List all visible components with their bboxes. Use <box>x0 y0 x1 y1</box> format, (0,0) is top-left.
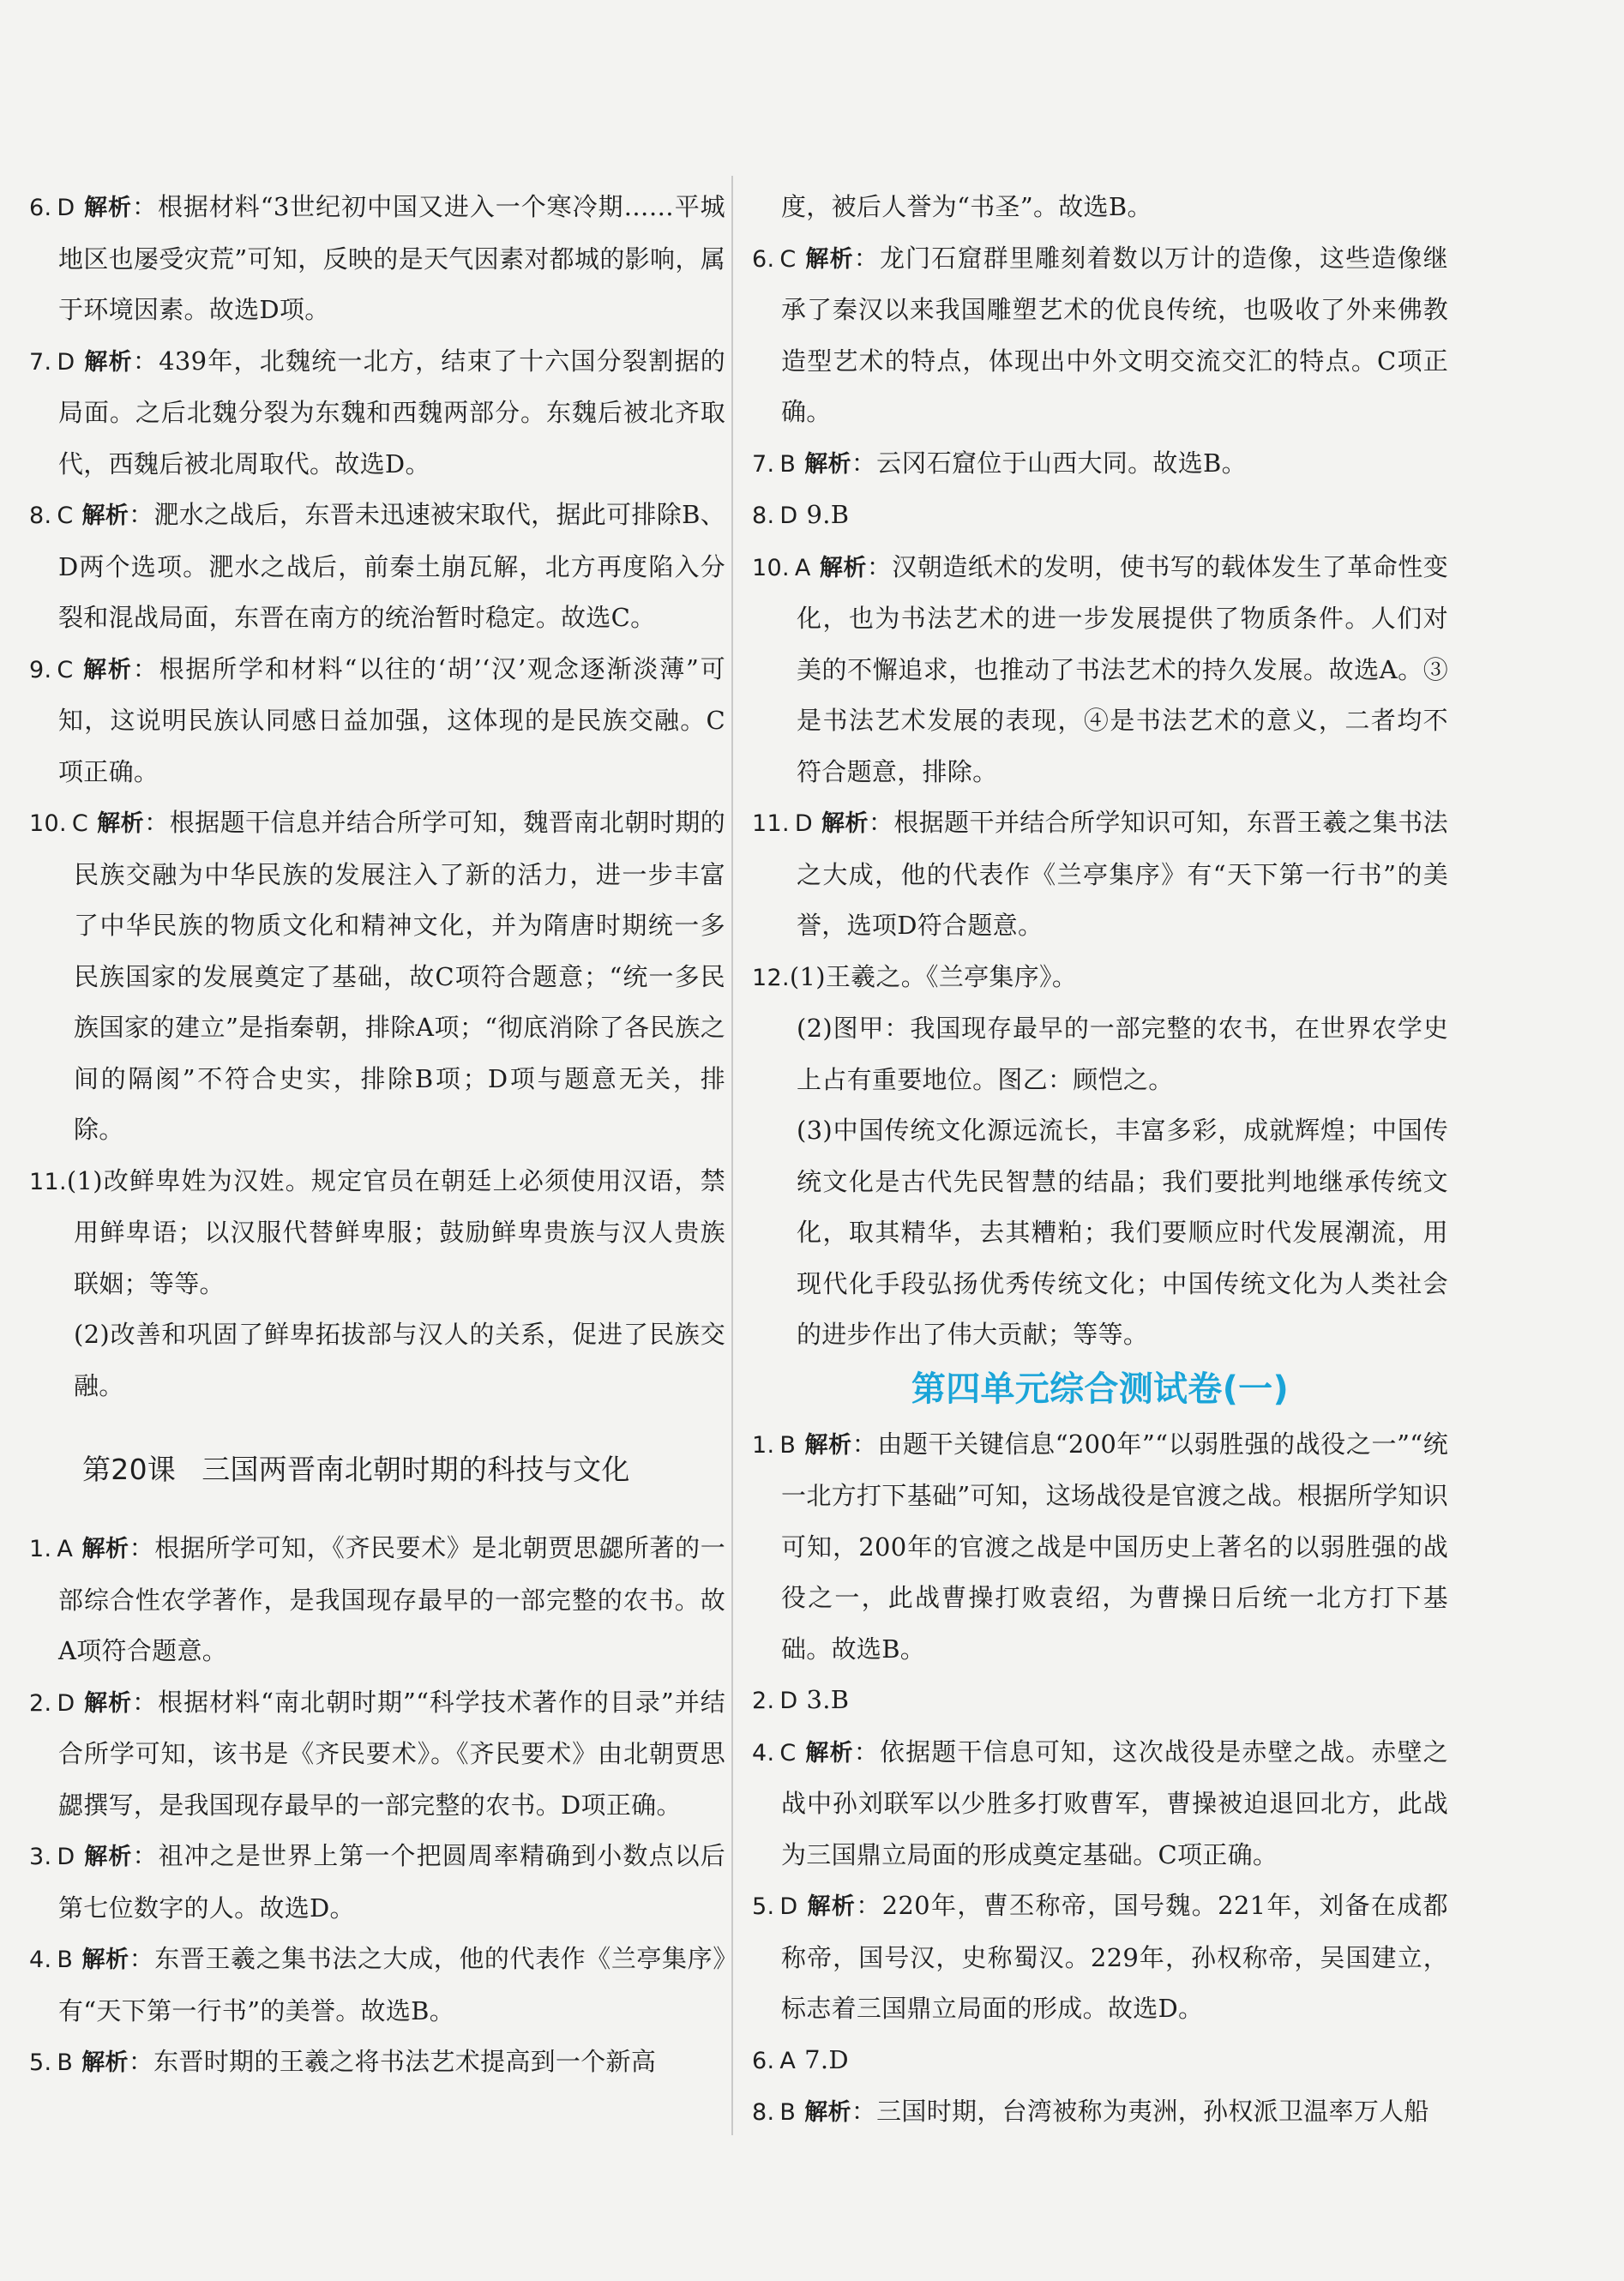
answer-text: ：龙门石窟群里雕刻着数以万计的造像，这些造像继承了秦汉以来我国雕塑艺术的优良传统，也吸收了外来佛教造型艺术的特点，体现出中外文明交流交汇的特点。C项正确。 <box>781 243 1448 426</box>
answer-text: ：根据所学可知，《齐民要术》是北朝贾思勰所著的一部综合性农学著作，是我国现存最早的一部完整的农书。故A项符合题意。 <box>58 1533 726 1665</box>
question-number: 8. <box>29 503 52 529</box>
left-answers-part1 <box>29 182 725 1309</box>
answer-text: ：依据题干信息可知，这次战役是赤壁之战。赤壁之战中孙刘联军以少胜多打败曹军，曹操被迫退回北方，此战为三国鼎立局面的形成奠定基础。C项正确。 <box>781 1736 1448 1869</box>
answer-letter: A <box>779 2047 797 2074</box>
answer-text: ：根据题干并结合所学知识可知，东晋王羲之集书法之大成，他的代表作《兰亭集序》有“天下第一行书”的美誉，选项D符合题意。 <box>797 808 1448 940</box>
answer-text: ：云冈石窟位于山西大同。故选B。 <box>851 448 1247 478</box>
answer-text: ：汉朝造纸术的发明，使书写的载体发生了革命性变化，也为书法艺术的进一步发展提供了物质条件。人们对美的不懈追求，也推动了书法艺术的持久发展。故选A。③是书法艺术发展的表现，④是书法艺术的意义，二者均不符合题意，排除。 <box>797 551 1448 786</box>
analysis-label: 解析 <box>81 1947 129 1973</box>
analysis-label: 解析 <box>83 195 132 221</box>
answer-letter: B <box>779 1431 797 1459</box>
question-number: 5. <box>752 1893 775 1920</box>
left-answers-part2 <box>29 1523 725 2089</box>
answer-letter: A <box>57 1536 74 1562</box>
answer-letter: C <box>57 503 74 529</box>
question-number: 11. <box>752 810 790 837</box>
answer-letter: D <box>57 1844 75 1870</box>
analysis-label: 解析 <box>804 1739 854 1766</box>
answer-item <box>29 336 725 491</box>
question-number: 3. <box>29 1844 52 1870</box>
answer-text: 9.B <box>806 500 850 529</box>
lesson-title <box>82 1444 725 1496</box>
answer-letter: B <box>779 2099 797 2126</box>
analysis-label: 解析 <box>804 450 851 478</box>
answer-text: ：淝水之战后，东晋未迅速被宋取代，据此可排除B、D两个选项。淝水之战后，前秦土崩瓦解，北方再度陷入分裂和混战局面，东晋在南方的统治暂时稳定。故选C。 <box>58 500 725 632</box>
answer-letter: D <box>779 1893 798 1920</box>
answer-item <box>752 2035 1448 2087</box>
analysis-label: 解析 <box>804 2099 851 2126</box>
question-number: 10. <box>752 554 790 581</box>
unit-test-title: 第四单元综合测试卷(一) <box>911 1369 1290 1409</box>
right-answers-part1 <box>752 233 1448 1004</box>
analysis-label: 解析 <box>806 1893 857 1920</box>
question-number: 7. <box>29 348 52 376</box>
question-number: 6. <box>29 195 52 221</box>
left-column <box>29 182 725 2089</box>
answer-item <box>752 952 1448 1004</box>
question-number: 5. <box>29 2049 52 2076</box>
answer-letter: B <box>779 450 797 478</box>
question-number: 9. <box>29 656 52 683</box>
answer-text: ：根据题干信息并结合所学可知，魏晋南北朝时期的民族交融为中华民族的发展注入了新的活力，进一步丰富了中华民族的物质文化和精神文化，并为隋唐时期统一多民族国家的发展奠定了基础，故C项符合题意；“统一多民族国家的建立”是指秦朝，排除A项；“彻底消除了各民族之间的隔阂”不符合史实，排除B项；D项与题意无关，排除。 <box>74 808 725 1144</box>
question-number: 10. <box>29 810 67 837</box>
answer-text: ：220年，曹丕称帝，国号魏。221年，刘备在成都称帝，国号汉，史称蜀汉。229年，孙权称帝，吴国建立，标志着三国鼎立局面的形成。故选D。 <box>781 1891 1448 2023</box>
item11-sub-answer: (2)改善和巩固了鲜卑拓拔部与汉人的关系，促进了民族交融。 <box>74 1320 725 1400</box>
answer-item <box>29 797 725 1156</box>
answer-text: ：根据材料“南北朝时期”“科学技术著作的目录”并结合所学可知，该书是《齐民要术》。《齐民要术》由北朝贾思勰撰写，是我国现存最早的一部完整的农书。D项正确。 <box>58 1687 725 1820</box>
answer-item <box>752 490 1448 542</box>
answer-item <box>752 1727 1448 1881</box>
answer-item <box>752 1675 1448 1727</box>
question-number: 8. <box>752 2099 775 2126</box>
answer-item <box>752 1419 1448 1676</box>
answer-letter: C <box>779 245 797 273</box>
analysis-label: 解析 <box>821 810 869 837</box>
answer-item <box>29 1934 725 2037</box>
question-number: 7. <box>752 450 775 478</box>
analysis-label: 解析 <box>81 503 129 529</box>
answer-letter: D <box>779 503 798 529</box>
question-number: 6. <box>752 2047 775 2074</box>
answer-letter: D <box>57 195 75 221</box>
answer-item <box>752 2086 1448 2139</box>
analysis-label: 解析 <box>83 348 133 376</box>
analysis-label: 解析 <box>97 810 145 837</box>
question-number: 11. <box>29 1168 67 1195</box>
answer-text: 3.B <box>806 1685 850 1714</box>
answer-item <box>29 1523 725 1677</box>
answer-text: ：东晋王羲之集书法之大成，他的代表作《兰亭集序》有“天下第一行书”的美誉。故选B。 <box>58 1944 725 2025</box>
answer-text: ：由题干关键信息“200年”“以弱胜强的战役之一”“统一北方打下基础”可知，这场战役是官渡之战。根据所学知识可知，200年的官渡之战是中国历史上著名的以弱胜强的战役之一，此战曹操打败袁绍，为曹操日后统一北方打下基础。故选B。 <box>781 1429 1448 1664</box>
answer-item <box>29 1677 725 1832</box>
lesson-name: 三国两晋南北朝时期的科技与文化 <box>201 1453 630 1486</box>
question-number: 6. <box>752 245 775 273</box>
answer-item <box>752 797 1448 952</box>
right-answers-part2 <box>752 1419 1448 2139</box>
lesson-number: 第20课 <box>82 1453 177 1486</box>
answer-text: 7.D <box>804 2044 849 2074</box>
answer-text: ：439年，北魏统一北方，结束了十六国分裂割据的局面。之后北魏分裂为东魏和西魏两部分。东魏后被北齐取代，西魏后被北周取代。故选D。 <box>58 346 725 478</box>
question-number: 4. <box>29 1947 52 1973</box>
answer-text: (1)改鲜卑姓为汉姓。规定官员在朝廷上必须使用汉语，禁用鲜卑语；以汉服代替鲜卑服；鼓励鲜卑贵族与汉人贵族联姻；等等。 <box>66 1165 725 1298</box>
analysis-label: 解析 <box>804 245 854 273</box>
item12-sub-answer: (2)图甲：我国现存最早的一部完整的农书，在世界农学史上占有重要地位。图乙：顾恺之。 <box>797 1014 1448 1094</box>
continuation-text: 度，被后人誉为“书圣”。故选B。 <box>781 192 1152 221</box>
answer-text: (1)王羲之。《兰亭集序》。 <box>789 961 1078 991</box>
answer-item <box>29 182 725 336</box>
right-column <box>752 182 1448 2139</box>
analysis-label: 解析 <box>81 656 133 683</box>
answer-text: ：根据所学和材料“以往的‘胡’‘汉’观念逐渐淡薄”可知，这说明民族认同感日益加强，这体现的是民族交融。C项正确。 <box>58 653 725 786</box>
answer-item <box>752 1881 1448 2035</box>
answer-letter: D <box>779 1688 798 1714</box>
answer-item <box>29 490 725 644</box>
answer-item <box>752 438 1448 491</box>
answer-letter: B <box>57 2049 74 2076</box>
item12-sub-answers <box>752 1003 1448 1361</box>
question-number: 12. <box>752 964 790 991</box>
question-number: 1. <box>752 1431 775 1459</box>
answer-text: ：东晋时期的王羲之将书法艺术提高到一个新高 <box>128 2047 657 2076</box>
answer-letter: D <box>57 348 75 376</box>
answer-letter: D <box>794 810 813 837</box>
analysis-label: 解析 <box>81 2049 129 2076</box>
answer-item <box>752 542 1448 798</box>
question-number: 8. <box>752 503 775 529</box>
answer-text: ：三国时期，台湾被称为夷洲，孙权派卫温率万人船 <box>851 2097 1429 2126</box>
answer-letter: C <box>71 810 88 837</box>
question-number: 2. <box>752 1688 775 1714</box>
answer-letter: C <box>57 656 74 683</box>
answer-letter: B <box>57 1947 74 1973</box>
item12-sub-answer: (3)中国传统文化源远流长，丰富多彩，成就辉煌；中国传统文化是古代先民智慧的结晶；我们要批判地继承传统文化，取其精华，去其糟粕；我们要顺应时代发展潮流，用现代化手段弘扬优秀传统文化；中国传统文化为人类社会的进步作出了伟大贡献；等等。 <box>797 1116 1448 1349</box>
answer-item <box>29 2037 725 2089</box>
analysis-label: 解析 <box>83 1689 133 1717</box>
analysis-label: 解析 <box>804 1431 852 1459</box>
question-number: 1. <box>29 1536 52 1562</box>
question-number: 4. <box>752 1739 775 1766</box>
analysis-label: 解析 <box>819 554 867 581</box>
answer-item <box>752 233 1448 438</box>
answer-item <box>29 644 725 798</box>
answer-item <box>29 1831 725 1934</box>
answer-text: ：祖冲之是世界上第一个把圆周率精确到小数点以后第七位数字的人。故选D。 <box>58 1841 725 1923</box>
column-divider <box>731 176 733 2135</box>
answer-text: ：根据材料“3世纪初中国又进入一个寒冷期……平城地区也屡受灾荒”可知，反映的是天气因素对都城的影响，属于环境因素。故选D项。 <box>58 192 725 324</box>
answer-letter: A <box>794 554 811 581</box>
answer-letter: D <box>57 1689 75 1717</box>
analysis-label: 解析 <box>83 1844 133 1870</box>
answer-item <box>29 1156 725 1310</box>
analysis-label: 解析 <box>81 1536 129 1562</box>
answer-letter: C <box>779 1739 797 1766</box>
question-number: 2. <box>29 1689 52 1717</box>
